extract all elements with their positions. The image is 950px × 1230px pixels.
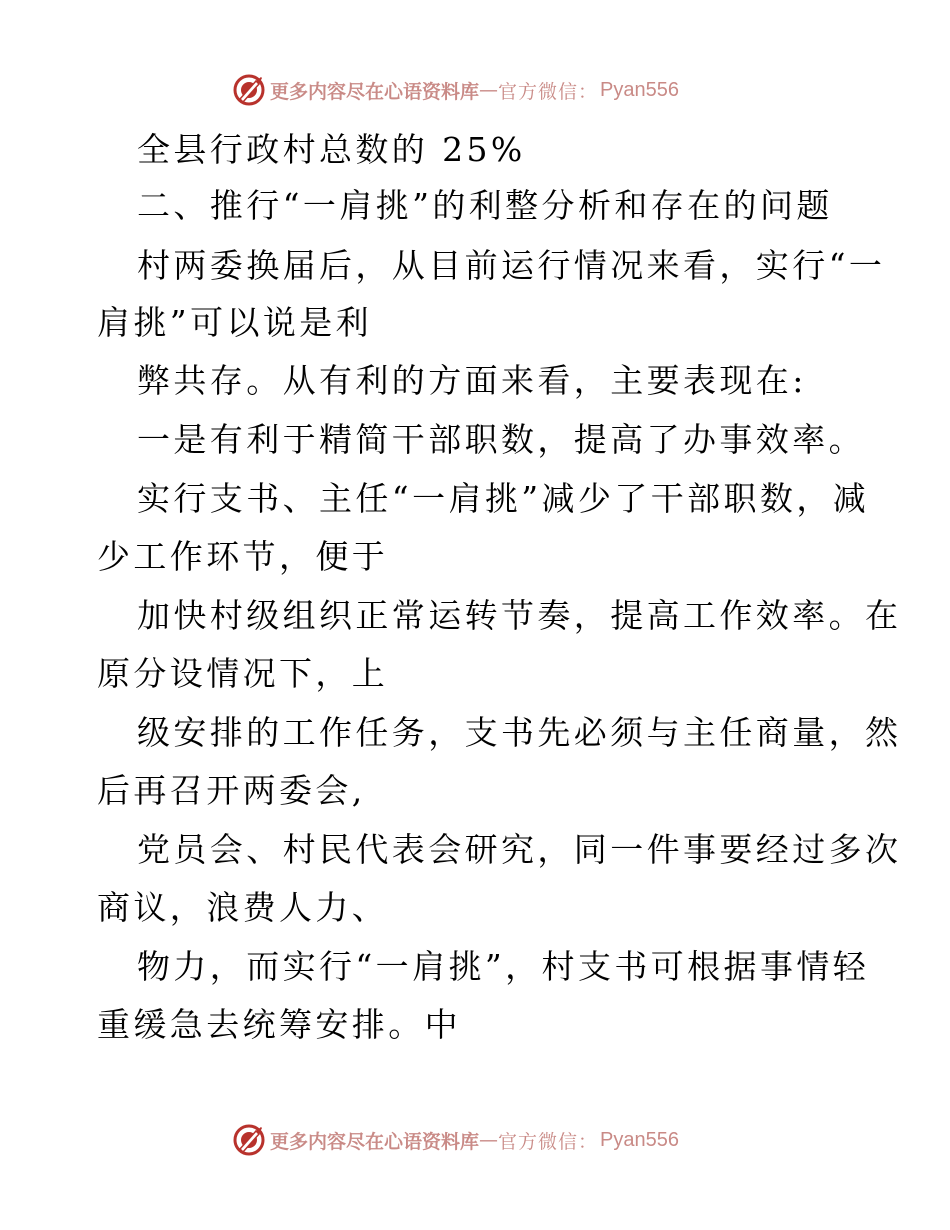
banner-slogan: 更多内容尽在心语资料库 (270, 80, 480, 103)
text-line: 党员会、村民代表会研究，同一件事要经过多次 (137, 830, 902, 869)
text-line: 实行支书、主任“一肩挑”减少了干部职数，减 (137, 479, 870, 518)
text-line: 重缓急去统筹安排。中 (97, 1005, 461, 1044)
banner-dash: — (479, 79, 499, 101)
text-line: 村两委换届后，从目前运行情况来看，实行“一 (137, 246, 886, 285)
text-line: 后再召开两委会, (97, 771, 366, 810)
banner-wechat-label: 官方微信： (498, 1130, 599, 1153)
banner-wechat-label: 官方微信： (498, 80, 599, 103)
text-line: 级安排的工作任务，支书先必须与主任商量，然 (137, 713, 902, 752)
header-banner (232, 73, 679, 107)
text-line: 物力，而实行“一肩挑”，村支书可根据事情轻 (137, 947, 870, 986)
footer-banner (232, 1123, 679, 1157)
banner-dash: — (479, 1129, 499, 1151)
logo-icon (232, 73, 266, 107)
text-line: 弊共存。从有利的方面来看，主要表现在: (137, 361, 807, 400)
section-heading: 二、推行“一肩挑”的利整分析和存在的问题 (137, 186, 833, 225)
text-line: 少工作环节，便于 (97, 537, 389, 576)
banner-slogan: 更多内容尽在心语资料库 (270, 1130, 480, 1153)
text-line: 全县行政村总数的 25% (137, 130, 526, 169)
text-line: 一是有利于精简干部职数，提高了办事效率。 (137, 420, 865, 459)
text-line: 肩挑”可以说是利 (97, 303, 373, 342)
logo-icon (232, 1123, 266, 1157)
text-line: 商议，浪费人力、 (97, 888, 389, 927)
text-line: 加快村级组织正常运转节奏，提高工作效率。在 (137, 596, 902, 635)
banner-wechat-id: Pyan556 (600, 78, 679, 101)
text-line: 原分设情况下，上 (97, 654, 389, 693)
banner-wechat-id: Pyan556 (600, 1128, 679, 1151)
